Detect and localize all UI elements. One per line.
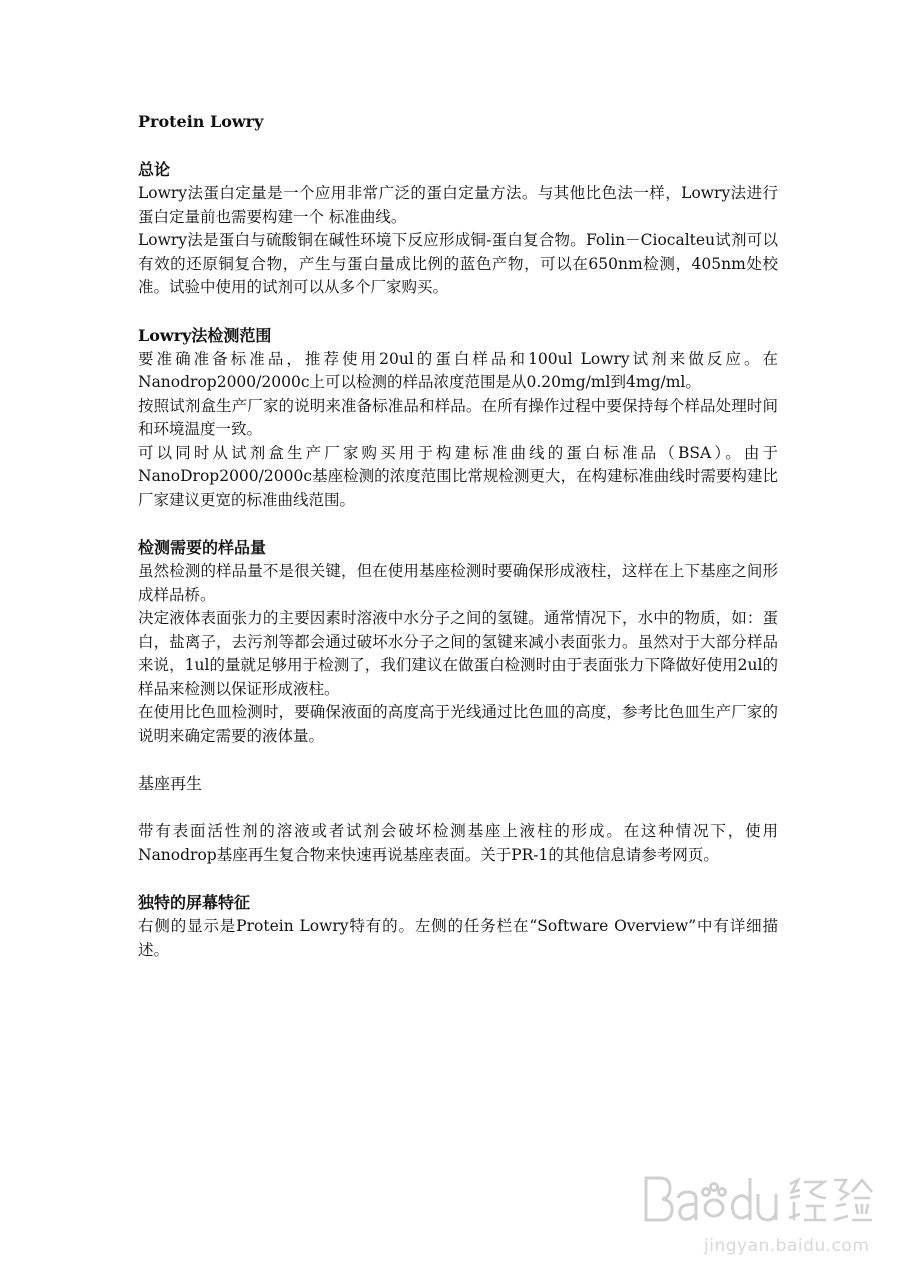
section-heading: 总论 <box>138 160 171 179</box>
section-pedestal-regeneration <box>138 772 778 867</box>
document-body <box>138 110 778 986</box>
paragraph: Lowry法是蛋白与硫酸铜在碱性环境下反应形成铜-蛋白复合物。Folin－Ciocalteu试剂可以有效的还原铜复合物，产生与蛋白量成比例的蓝色产物，可以在650nm检测，405nm处校准。试验中使用的试剂可以从多个厂家购买。 <box>138 231 778 296</box>
paragraph: 右侧的显示是Protein Lowry特有的。左侧的任务栏在“Software Overview”中有详细描述。 <box>138 917 778 959</box>
spacer <box>138 796 778 820</box>
paragraph: 按照试剂盒生产厂家的说明来准备标准品和样品。在所有操作过程中要保持每个样品处理时间和环境温度一致。 <box>138 396 778 438</box>
section-overview <box>138 158 778 300</box>
paragraph: 决定液体表面张力的主要因素时溶液中水分子之间的氢键。通常情况下，水中的物质，如：蛋白，盐离子，去污剂等都会通过破坏水分子之间的氢键来减小表面张力。虽然对于大部分样品来说，1ul的量就足够用于检测了，我们建议在做蛋白检测时由于表面张力下降做好使用2ul的样品来检测以保证形成液柱。 <box>138 609 778 698</box>
paragraph: 可以同时从试剂盒生产厂家购买用于构建标准曲线的蛋白标准品（BSA）。由于NanoDrop2000/2000c基座检测的浓度范围比常规检测更大，在构建标准曲线时需要构建比厂家建议更宽的标准曲线范围。 <box>138 443 778 509</box>
watermark-url: jingyan.baidu.com <box>704 1236 870 1256</box>
paragraph: 带有表面活性剂的溶液或者试剂会破坏检测基座上液柱的形成。在这种情况下，使用Nanodrop基座再生复合物来快速再说基座表面。关于PR-1的其他信息请参考网页。 <box>138 822 778 864</box>
document-title: Protein Lowry <box>138 112 264 131</box>
paragraph: 虽然检测的样品量不是很关键，但在使用基座检测时要确保形成液柱，这样在上下基座之间形成样品桥。 <box>138 562 778 604</box>
section-sample-volume <box>138 536 778 748</box>
baidu-jingyan-logo <box>640 1168 880 1228</box>
paragraph: 在使用比色皿检测时，要确保液面的高度高于光线通过比色皿的高度，参考比色皿生产厂家的说明来确定需要的液体量。 <box>138 703 778 745</box>
paragraph: Lowry法蛋白定量是一个应用非常广泛的蛋白定量方法。与其他比色法一样，Lowry法进行蛋白定量前也需要构建一个 标准曲线。 <box>138 184 778 226</box>
section-screen-features <box>138 891 778 962</box>
section-heading: Lowry法检测范围 <box>138 325 272 345</box>
baidu-watermark <box>640 1140 880 1270</box>
section-detection-range <box>138 324 778 513</box>
section-heading: 基座再生 <box>138 774 203 793</box>
paragraph: 要准确准备标准品，推荐使用20ul的蛋白样品和100ul Lowry试剂来做反应。在Nanodrop2000/2000c上可以检测的样品浓度范围是从0.20mg/ml到4mg/ml。 <box>138 349 778 391</box>
section-heading: 检测需要的样品量 <box>138 538 267 557</box>
section-heading: 独特的屏幕特征 <box>138 893 251 912</box>
